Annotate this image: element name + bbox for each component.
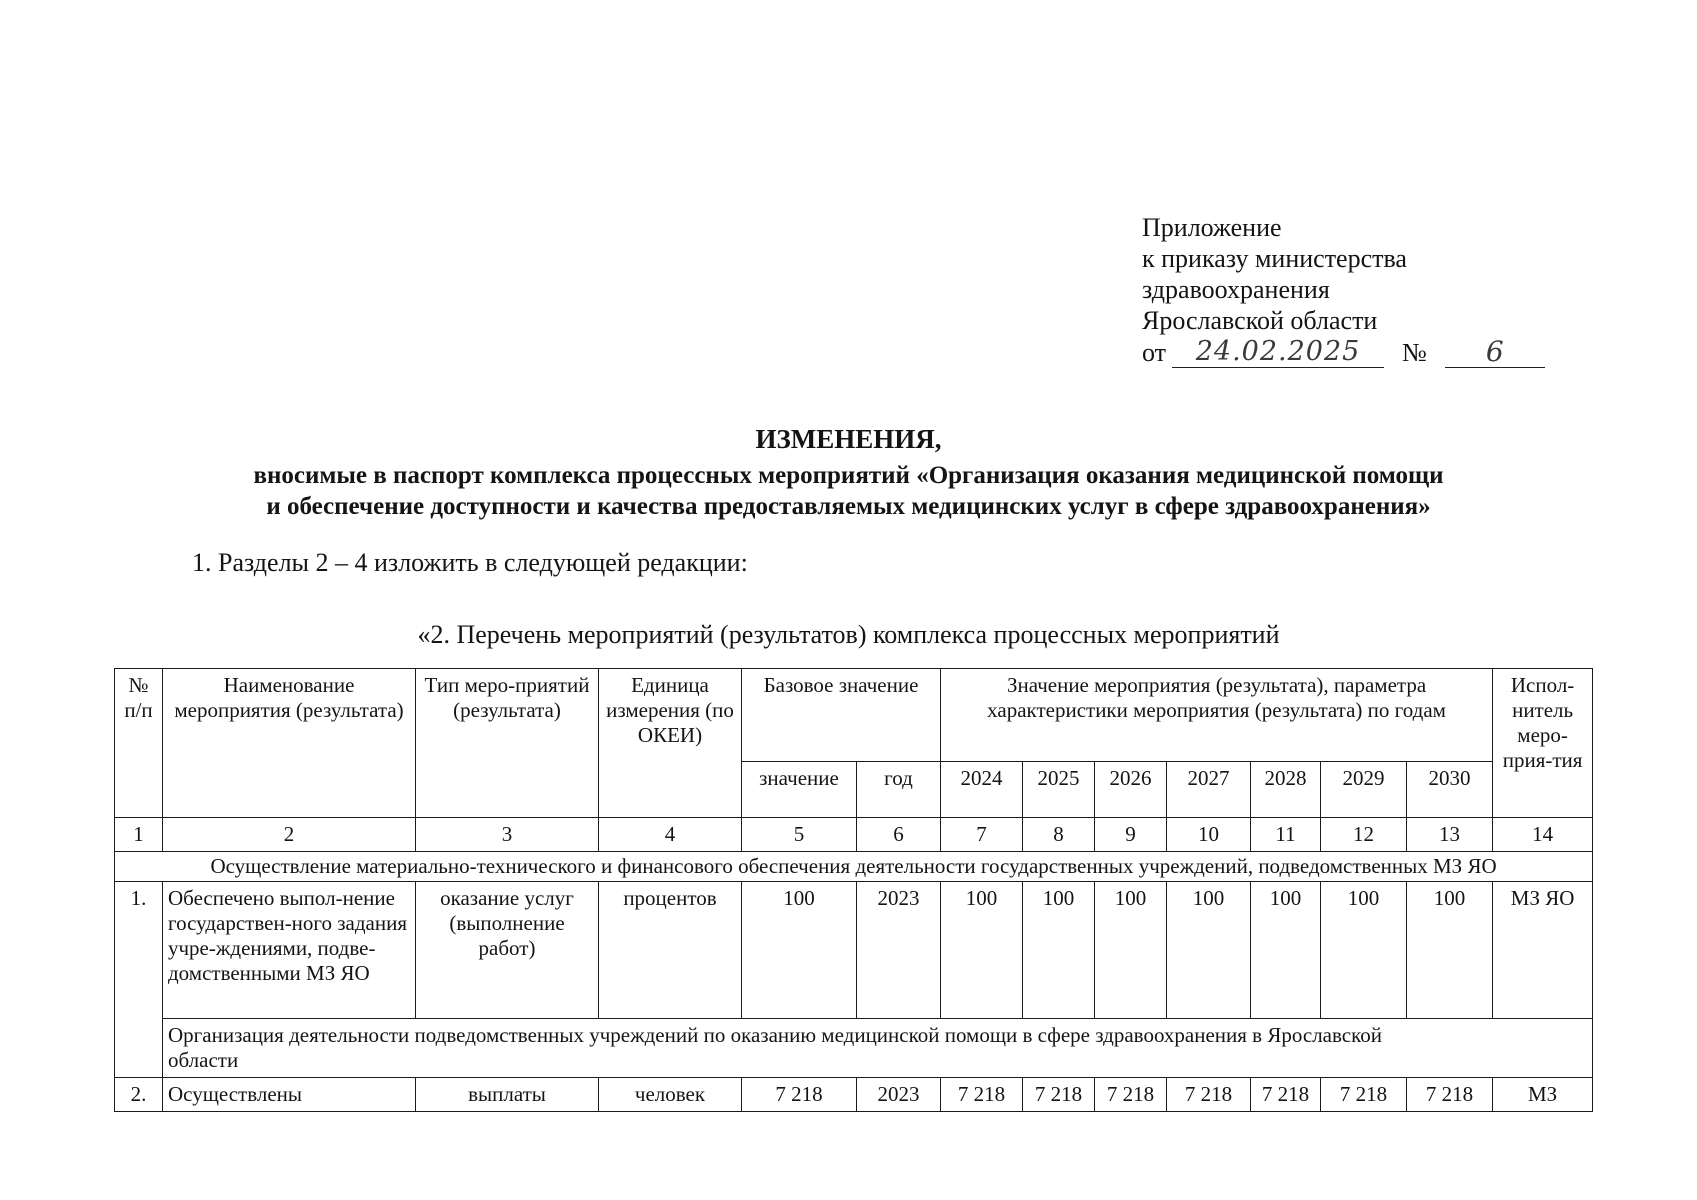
column-number: 3 (416, 818, 599, 852)
section-title: «2. Перечень мероприятий (результатов) комплекса процессных мероприятий (417, 620, 1280, 649)
row-executor: МЗ ЯО (1493, 882, 1593, 1019)
row-type: оказание услуг (выполнение работ) (416, 882, 599, 1019)
header-base: Базовое значение (742, 669, 941, 762)
date-prefix: от (1142, 338, 1167, 367)
row-type: выплаты (416, 1078, 599, 1112)
handwritten-number: 6 (1445, 336, 1545, 368)
row-value: 7 218 (1167, 1078, 1251, 1112)
column-number: 2 (163, 818, 416, 852)
row-value: 7 218 (1251, 1078, 1321, 1112)
row-executor: МЗ (1493, 1078, 1593, 1112)
row-base-year: 2023 (857, 1078, 941, 1112)
column-number: 10 (1167, 818, 1251, 852)
subtitle-line: и обеспечение доступности и качества предоставляемых медицинских услуг в сфере здравоохранения» (266, 493, 1431, 520)
row-base-year: 2023 (857, 882, 941, 1019)
row-value: 100 (1321, 882, 1407, 1019)
row-base-value: 100 (742, 882, 857, 1019)
column-number: 4 (599, 818, 742, 852)
group-title: Осуществление материально-технического и финансового обеспечения деятельности государственных учреждений, подведомственных МЗ ЯО (115, 852, 1593, 882)
column-number: 6 (857, 818, 941, 852)
item-1-text: 1. Разделы 2 – 4 изложить в следующей редакции: (192, 548, 748, 577)
table-row (115, 1078, 1593, 1112)
header-executor: Испол-нитель меро-прия-тия (1493, 669, 1593, 818)
header-year: 2025 (1023, 762, 1095, 818)
row-value: 7 218 (1407, 1078, 1493, 1112)
header-num: № п/п (115, 669, 163, 818)
document-title: ИЗМЕНЕНИЯ, (755, 424, 942, 454)
group-title: Организация деятельности подведомственных учреждений по оказанию медицинской помощи в сфере здравоохранения в Ярославской области (163, 1019, 1593, 1078)
row-value: 7 218 (1095, 1078, 1167, 1112)
column-number: 11 (1251, 818, 1321, 852)
column-number: 1 (115, 818, 163, 852)
order-date-number (1142, 336, 1545, 368)
row-value: 100 (1407, 882, 1493, 1019)
appendix-line: здравоохранения (1142, 275, 1330, 304)
appendix-line: к приказу министерства (1142, 244, 1407, 273)
row-unit: человек (599, 1078, 742, 1112)
row-name: Обеспечено выпол-нение государствен-ного задания учре-ждениями, подве-домственными МЗ ЯО (163, 882, 416, 1019)
appendix-block (1142, 212, 1545, 368)
header-type: Тип меро-приятий (результата) (416, 669, 599, 818)
row-value: 100 (1251, 882, 1321, 1019)
table-row (115, 882, 1593, 1019)
header-year: 2028 (1251, 762, 1321, 818)
row-value: 100 (1095, 882, 1167, 1019)
column-number: 8 (1023, 818, 1095, 852)
row-value: 7 218 (1023, 1078, 1095, 1112)
header-values: Значение мероприятия (результата), параметра характеристики мероприятия (результата) по годам (941, 669, 1493, 762)
group-row (115, 1019, 1593, 1078)
column-number: 14 (1493, 818, 1593, 852)
appendix-line: Ярославской области (1142, 306, 1378, 335)
header-name: Наименование мероприятия (результата) (163, 669, 416, 818)
group-row (115, 852, 1593, 882)
header-row (115, 669, 1593, 762)
column-number: 12 (1321, 818, 1407, 852)
row-value: 7 218 (1321, 1078, 1407, 1112)
column-number-row (115, 818, 1593, 852)
row-value: 100 (1167, 882, 1251, 1019)
column-number: 5 (742, 818, 857, 852)
measures-table (114, 668, 1593, 1112)
header-unit: Единица измерения (по ОКЕИ) (599, 669, 742, 818)
column-number: 9 (1095, 818, 1167, 852)
row-value: 100 (1023, 882, 1095, 1019)
column-number: 13 (1407, 818, 1493, 852)
row-num: 1. (115, 882, 163, 1078)
column-number: 7 (941, 818, 1023, 852)
row-num: 2. (115, 1078, 163, 1112)
row-base-value: 7 218 (742, 1078, 857, 1112)
document-subtitle (0, 460, 1697, 522)
row-unit: процентов (599, 882, 742, 1019)
header-base-year: год (857, 762, 941, 818)
header-year: 2024 (941, 762, 1023, 818)
handwritten-date: 24.02.2025 (1172, 336, 1384, 368)
appendix-line: Приложение (1142, 213, 1282, 242)
row-value: 100 (941, 882, 1023, 1019)
subtitle-line: вносимые в паспорт комплекса процессных мероприятий «Организация оказания медицинской помощи (253, 462, 1444, 489)
header-year: 2030 (1407, 762, 1493, 818)
row-value: 7 218 (941, 1078, 1023, 1112)
header-year: 2026 (1095, 762, 1167, 818)
number-sign: № (1402, 338, 1427, 367)
header-base-value: значение (742, 762, 857, 818)
header-year: 2029 (1321, 762, 1407, 818)
row-name: Осуществлены (163, 1078, 416, 1112)
header-year: 2027 (1167, 762, 1251, 818)
